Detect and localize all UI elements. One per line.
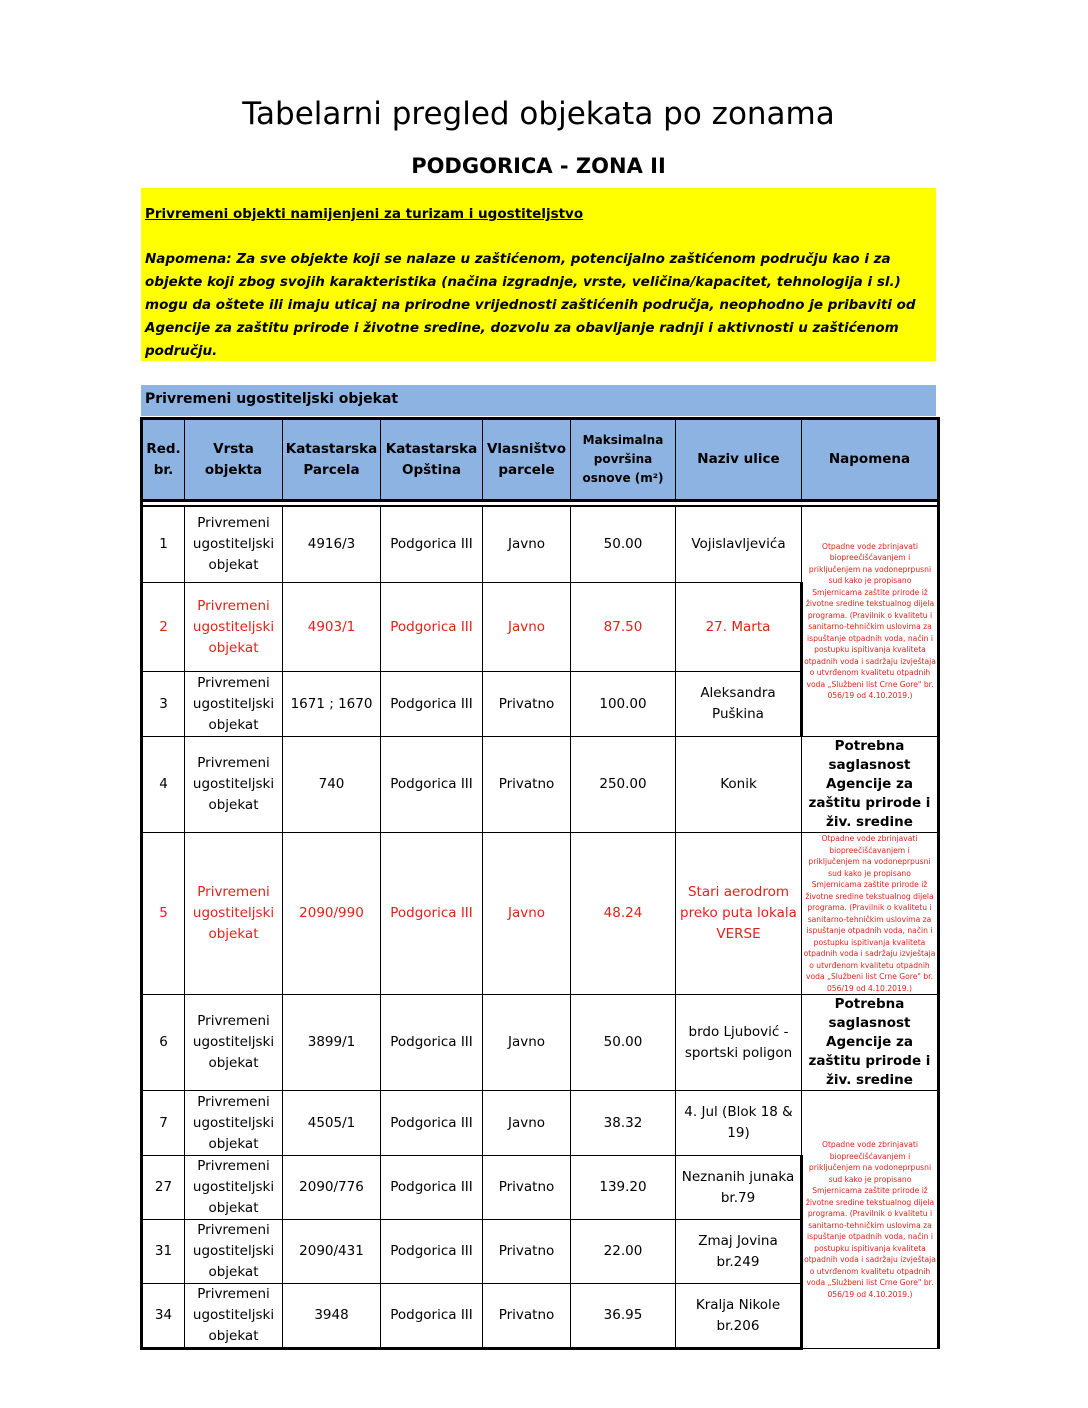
notice-heading: Privremeni objekti namijenjeni za turizam i ugostiteljstvo — [145, 206, 584, 222]
cell-napomena-waste-water: Otpadne vode zbrinjavati biopreečišćavanjem i priključenjem na vodoneprpusni sud kako je propisano Smjernicama zaštite prirode iž životne sredine tekstualnog dijela programa. (Pravilnik o kvalitetu i sanitarno-tehničkim uslovima za ispuštanje otpadnih voda, način i postupku ispitivanja kvaliteta otpadnih voda i sadržaju izvještaja o utvrđenom kvalitetu otpadnih voda „Službeni list Crne Gore" br. 056/19 od 4.10.2019.) — [802, 1091, 939, 1349]
cell-vrsta: Privremeni ugostiteljski objekat — [185, 833, 283, 995]
header-vrsta: Vrsta objekta — [185, 419, 283, 501]
cell-vrsta: Privremeni ugostiteljski objekat — [185, 1220, 283, 1284]
objects-table — [140, 417, 940, 1350]
cell-ulica: brdo Ljubović - sportski poligon — [676, 995, 802, 1091]
cell-opstina: Podgorica III — [381, 1091, 483, 1156]
header-parcela: Katastarska Parcela — [283, 419, 381, 501]
table-row-highlighted — [142, 833, 939, 995]
cell-vrsta: Privremeni ugostiteljski objekat — [185, 506, 283, 583]
cell-nr: 34 — [142, 1284, 185, 1349]
cell-nr: 2 — [142, 583, 185, 672]
cell-nr: 27 — [142, 1156, 185, 1220]
cell-ulica: Zmaj Jovina br.249 — [676, 1220, 802, 1284]
cell-povrsina: 100.00 — [571, 672, 676, 737]
cell-vlasnistvo: Privatno — [483, 672, 571, 737]
cell-ulica: Konik — [676, 737, 802, 833]
cell-povrsina: 48.24 — [571, 833, 676, 995]
cell-opstina: Podgorica III — [381, 1284, 483, 1349]
table-row — [142, 506, 939, 583]
cell-vlasnistvo: Privatno — [483, 737, 571, 833]
cell-povrsina: 38.32 — [571, 1091, 676, 1156]
page-subtitle: PODGORICA - ZONA II — [411, 154, 666, 178]
cell-vlasnistvo: Javno — [483, 1091, 571, 1156]
notice-box — [141, 188, 936, 361]
cell-vrsta: Privremeni ugostiteljski objekat — [185, 1091, 283, 1156]
cell-nr: 1 — [142, 506, 185, 583]
cell-vrsta: Privremeni ugostiteljski objekat — [185, 1284, 283, 1349]
cell-ulica: Kralja Nikole br.206 — [676, 1284, 802, 1349]
section-title: Privremeni ugostiteljski objekat — [141, 385, 936, 416]
cell-vlasnistvo: Javno — [483, 506, 571, 583]
header-red-br: Red. br. — [142, 419, 185, 501]
cell-opstina: Podgorica III — [381, 833, 483, 995]
cell-ulica: Neznanih junaka br.79 — [676, 1156, 802, 1220]
cell-vlasnistvo: Javno — [483, 583, 571, 672]
cell-opstina: Podgorica III — [381, 737, 483, 833]
cell-povrsina: 50.00 — [571, 995, 676, 1091]
cell-povrsina: 139.20 — [571, 1156, 676, 1220]
header-napomena: Napomena — [802, 419, 939, 501]
cell-povrsina: 22.00 — [571, 1220, 676, 1284]
cell-ulica: 27. Marta — [676, 583, 802, 672]
cell-opstina: Podgorica III — [381, 672, 483, 737]
cell-parcela: 740 — [283, 737, 381, 833]
header-ulica: Naziv ulice — [676, 419, 802, 501]
cell-povrsina: 36.95 — [571, 1284, 676, 1349]
cell-nr: 4 — [142, 737, 185, 833]
cell-vlasnistvo: Javno — [483, 833, 571, 995]
cell-vlasnistvo: Privatno — [483, 1156, 571, 1220]
table-row — [142, 1091, 939, 1156]
table-header-row — [142, 419, 939, 501]
cell-napomena-agency: Potrebna saglasnost Agencije za zaštitu prirode i živ. sredine — [802, 737, 939, 833]
cell-vlasnistvo: Javno — [483, 995, 571, 1091]
cell-vlasnistvo: Privatno — [483, 1220, 571, 1284]
cell-parcela: 3948 — [283, 1284, 381, 1349]
cell-ulica: Stari aerodrom preko puta lokala VERSE — [676, 833, 802, 995]
cell-ulica: Vojislavljevića — [676, 506, 802, 583]
page-title: Tabelarni pregled objekata po zonama — [242, 96, 835, 132]
header-opstina: Katastarska Opština — [381, 419, 483, 501]
cell-nr: 3 — [142, 672, 185, 737]
cell-povrsina: 50.00 — [571, 506, 676, 583]
cell-opstina: Podgorica III — [381, 995, 483, 1091]
cell-parcela: 3899/1 — [283, 995, 381, 1091]
cell-napomena-waste-water: Otpadne vode zbrinjavati biopreečišćavanjem i priključenjem na vodoneprpusni sud kako je propisano Smjernicama zaštite prirode iž životne sredine tekstualnog dijela programa. (Pravilnik o kvalitetu i sanitarno-tehničkim uslovima za ispuštanje otpadnih voda, način i postupku ispitivanja kvaliteta otpadnih voda i sadržaju izvještaja o utvrđenom kvalitetu otpadnih voda „Službeni list Crne Gore" br. 056/19 od 4.10.2019.) — [802, 833, 939, 995]
cell-parcela: 2090/431 — [283, 1220, 381, 1284]
cell-parcela: 2090/990 — [283, 833, 381, 995]
cell-parcela: 2090/776 — [283, 1156, 381, 1220]
cell-nr: 7 — [142, 1091, 185, 1156]
cell-opstina: Podgorica III — [381, 1156, 483, 1220]
cell-parcela: 4903/1 — [283, 583, 381, 672]
cell-povrsina: 87.50 — [571, 583, 676, 672]
cell-parcela: 4916/3 — [283, 506, 381, 583]
cell-vrsta: Privremeni ugostiteljski objekat — [185, 672, 283, 737]
table-row — [142, 995, 939, 1091]
header-povrsina: Maksimalna površina osnove (m²) — [571, 419, 676, 501]
cell-ulica: 4. Jul (Blok 18 & 19) — [676, 1091, 802, 1156]
cell-vrsta: Privremeni ugostiteljski objekat — [185, 1156, 283, 1220]
cell-povrsina: 250.00 — [571, 737, 676, 833]
cell-ulica: Aleksandra Puškina — [676, 672, 802, 737]
cell-napomena-agency: Potrebna saglasnost Agencije za zaštitu prirode i živ. sredine — [802, 995, 939, 1091]
cell-napomena-waste-water: Otpadne vode zbrinjavati biopreečišćavanjem i priključenjem na vodoneprpusni sud kako je propisano Smjernicama zaštite prirode iž životne sredine tekstualnog dijela programa. (Pravilnik o kvalitetu i sanitarno-tehničkim uslovima za ispuštanje otpadnih voda, način i postupku ispitivanja kvaliteta otpadnih voda i sadržaju izvještaja o utvrđenom kvalitetu otpadnih voda „Službeni list Crne Gore" br. 056/19 od 4.10.2019.) — [802, 506, 939, 737]
cell-nr: 6 — [142, 995, 185, 1091]
cell-parcela: 1671 ; 1670 — [283, 672, 381, 737]
notice-text: Napomena: Za sve objekte koji se nalaze u zaštićenom, potencijalno zaštićenom području kao i za objekte koji zbog svojih karakteristika (načina izgradnje, vrste, veličina/kapacitet, tehnologija i sl.) mogu da oštete ili imaju uticaj na prirodne vrijednosti zaštićenih područja, neophodno je pribaviti od Agencije za zaštitu prirode i životne sredine, dozvolu za obavljanje radnji i aktivnosti u zaštićenom području. — [145, 251, 916, 359]
cell-vrsta: Privremeni ugostiteljski objekat — [185, 583, 283, 672]
header-vlasnistvo: Vlasništvo parcele — [483, 419, 571, 501]
table-row — [142, 737, 939, 833]
cell-vrsta: Privremeni ugostiteljski objekat — [185, 995, 283, 1091]
cell-nr: 5 — [142, 833, 185, 995]
cell-opstina: Podgorica III — [381, 1220, 483, 1284]
cell-vrsta: Privremeni ugostiteljski objekat — [185, 737, 283, 833]
cell-nr: 31 — [142, 1220, 185, 1284]
cell-parcela: 4505/1 — [283, 1091, 381, 1156]
cell-opstina: Podgorica III — [381, 583, 483, 672]
cell-vlasnistvo: Privatno — [483, 1284, 571, 1349]
cell-opstina: Podgorica III — [381, 506, 483, 583]
